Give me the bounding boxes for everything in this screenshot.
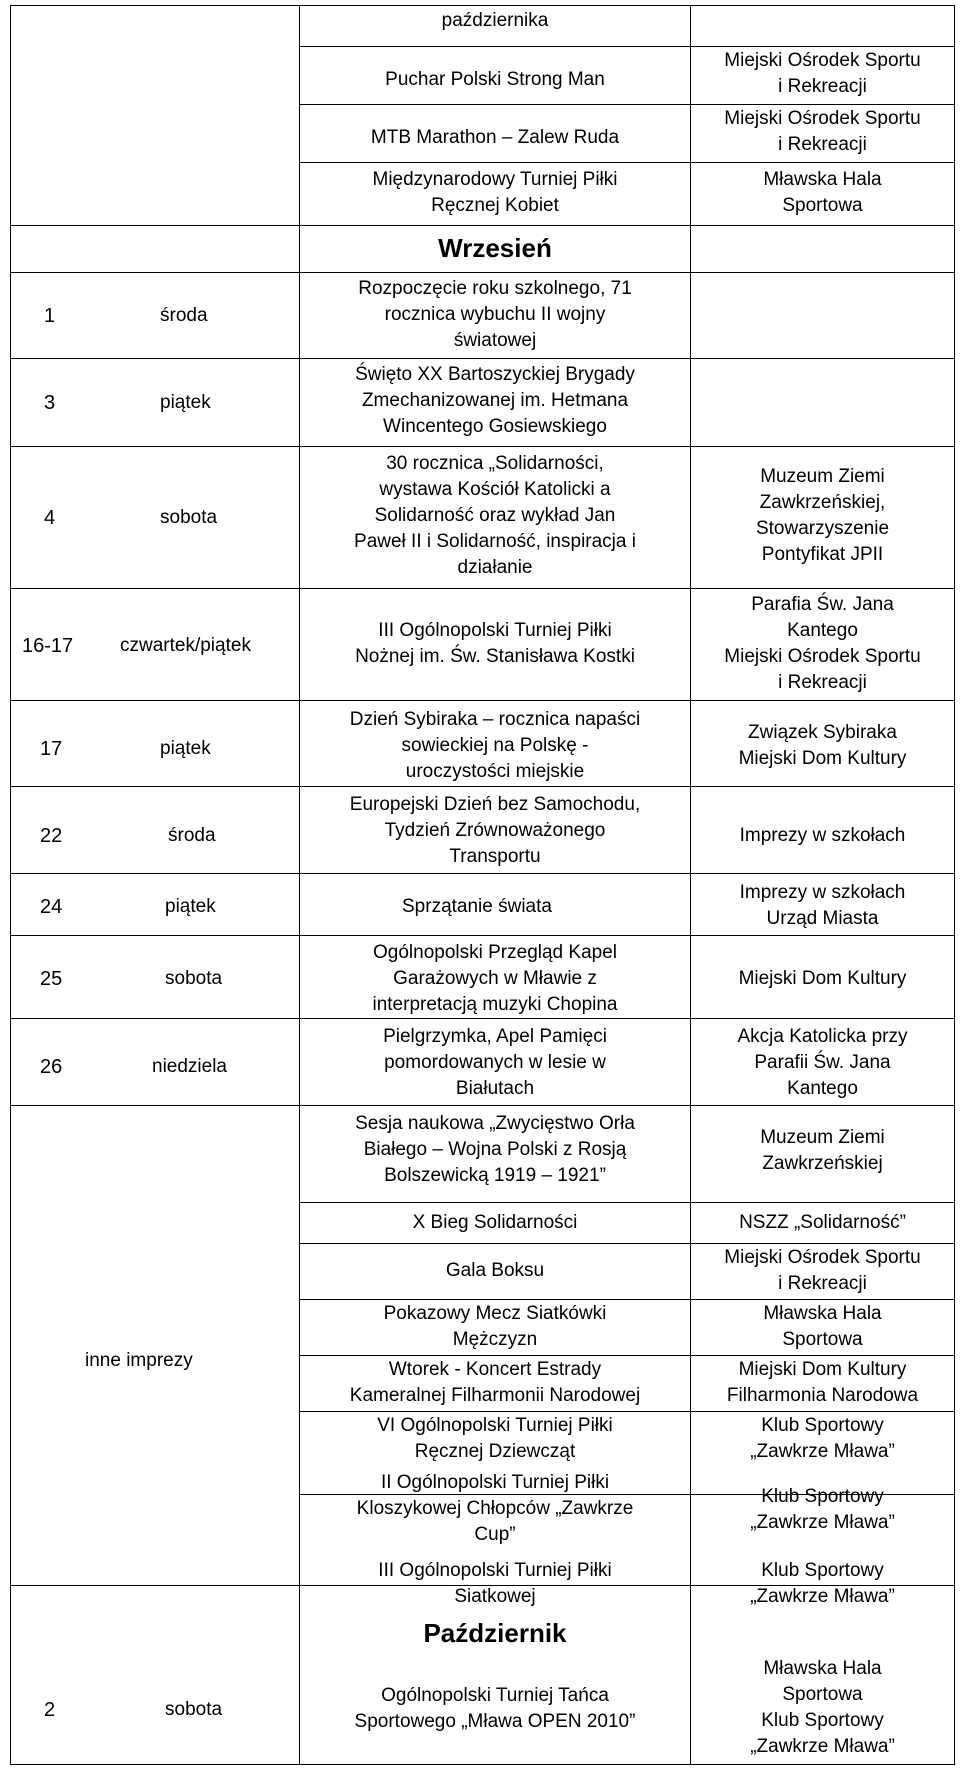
organizer-cell: Muzeum Ziemi Zawkrzeńskiej xyxy=(760,1127,885,1174)
month-heading-september: Wrzesień xyxy=(438,233,552,263)
other-events-label: inne imprezy xyxy=(85,1350,193,1371)
organizer-cell: Akcja Katolicka przy Parafii Św. Jana Kantego xyxy=(737,1026,908,1099)
organizer-cell: Związek Sybiraka Miejski Dom Kultury xyxy=(738,722,907,769)
organizer-cell: Klub Sportowy „Zawkrze Mława” xyxy=(750,1415,895,1462)
day-number: 4 xyxy=(44,507,56,529)
organizer-cell: Miejski Dom Kultury Filharmonia Narodowa xyxy=(726,1359,919,1406)
organizer-cell: Miejski Ośrodek Sportu i Rekreacji xyxy=(724,50,921,97)
organizer-cell: Miejski Ośrodek Sportu i Rekreacji xyxy=(724,1247,921,1294)
event-cell: Międzynarodowy Turniej Piłki Ręcznej Kobiet xyxy=(372,169,618,216)
organizer-cell: Imprezy w szkołach Urząd Miasta xyxy=(739,882,906,929)
event-cell: MTB Marathon – Zalew Ruda xyxy=(370,127,620,148)
event-cell: Sesja naukowa „Zwycięstwo Orła Białego – Wojna Polski z Rosją Bolszewicką 1919 – 1921” xyxy=(355,1113,635,1186)
weekday: środa xyxy=(168,825,216,846)
day-number: 1 xyxy=(44,305,56,327)
weekday: czwartek/piątek xyxy=(120,635,251,656)
day-number: 2 xyxy=(44,1699,56,1721)
event-cell: Gala Boksu xyxy=(445,1260,545,1281)
event-cell: Puchar Polski Strong Man xyxy=(385,69,605,90)
event-cell: VI Ogólnopolski Turniej Piłki Ręcznej Dziewcząt xyxy=(377,1415,613,1462)
event-cell: III Ogólnopolski Turniej Piłki Siatkowej xyxy=(378,1560,612,1607)
organizer-cell: Klub Sportowy „Zawkrze Mława” xyxy=(750,1486,895,1533)
day-number: 17 xyxy=(40,738,63,760)
organizer-cell: Imprezy w szkołach xyxy=(739,825,906,846)
event-cell: Święto XX Bartoszyckiej Brygady Zmechanizowanej im. Hetmana Wincentego Gosiewskiego xyxy=(355,364,635,437)
weekday: sobota xyxy=(165,1699,223,1720)
organizer-cell: Klub Sportowy „Zawkrze Mława” xyxy=(750,1560,895,1607)
event-cell: Pokazowy Mecz Siatkówki Mężczyzn xyxy=(383,1303,607,1350)
day-number: 24 xyxy=(40,896,63,918)
day-number: 16-17 xyxy=(22,635,74,657)
weekday: sobota xyxy=(165,968,223,989)
event-cell: X Bieg Solidarności xyxy=(412,1212,578,1233)
event-cell: Pielgrzymka, Apel Pamięci pomordowanych w lesie w Białutach xyxy=(383,1026,607,1099)
day-number: 3 xyxy=(44,392,56,414)
event-cell: października xyxy=(441,10,549,31)
event-cell: II Ogólnopolski Turniej Piłki Kloszykowej Chłopców „Zawkrze Cup” xyxy=(356,1472,634,1545)
organizer-cell: Miejski Ośrodek Sportu i Rekreacji xyxy=(724,108,921,155)
day-number: 25 xyxy=(40,968,63,990)
weekday: piątek xyxy=(165,896,216,917)
organizer-cell: Miejski Dom Kultury xyxy=(738,968,907,989)
month-heading-october: Październik xyxy=(423,1618,567,1648)
event-cell: Ogólnopolski Przegląd Kapel Garażowych w Mławie z interpretacją muzyki Chopina xyxy=(372,942,618,1015)
day-number: 22 xyxy=(40,825,63,847)
event-cell: 30 rocznica „Solidarności, wystawa Kościół Katolicki a Solidarność oraz wykład Jan Paweł II i Solidarność, inspiracja i działanie xyxy=(354,453,636,578)
weekday: niedziela xyxy=(152,1056,227,1077)
event-cell: III Ogólnopolski Turniej Piłki Nożnej im. Św. Stanisława Kostki xyxy=(355,620,635,667)
event-cell: Sprzątanie świata xyxy=(402,896,552,917)
weekday: piątek xyxy=(160,392,211,413)
weekday: środa xyxy=(160,305,208,326)
event-cell: Rozpoczęcie roku szkolnego, 71 rocznica wybuchu II wojny światowej xyxy=(358,278,632,351)
event-cell: Wtorek - Koncert Estrady Kameralnej Filharmonii Narodowej xyxy=(349,1359,641,1406)
event-cell: Dzień Sybiraka – rocznica napaści sowieckiej na Polskę - uroczystości miejskie xyxy=(349,709,641,782)
weekday: sobota xyxy=(160,507,218,528)
event-cell: Europejski Dzień bez Samochodu, Tydzień Zrównoważonego Transportu xyxy=(349,794,641,867)
day-number: 26 xyxy=(40,1056,63,1078)
organizer-cell: Mławska Hala Sportowa xyxy=(763,1303,882,1350)
event-cell: Ogólnopolski Turniej Tańca Sportowego „Mława OPEN 2010” xyxy=(354,1685,636,1732)
organizer-cell: Mławska Hala Sportowa Klub Sportowy „Zawkrze Mława” xyxy=(750,1658,895,1757)
organizer-cell: Muzeum Ziemi Zawkrzeńskiej, Stowarzyszenie Pontyfikat JPII xyxy=(755,466,890,565)
organizer-cell: NSZZ „Solidarność” xyxy=(739,1212,906,1233)
weekday: piątek xyxy=(160,738,211,759)
organizer-cell: Mławska Hala Sportowa xyxy=(763,169,882,216)
organizer-cell: Parafia Św. Jana Kantego Miejski Ośrodek Sportu i Rekreacji xyxy=(724,594,921,693)
